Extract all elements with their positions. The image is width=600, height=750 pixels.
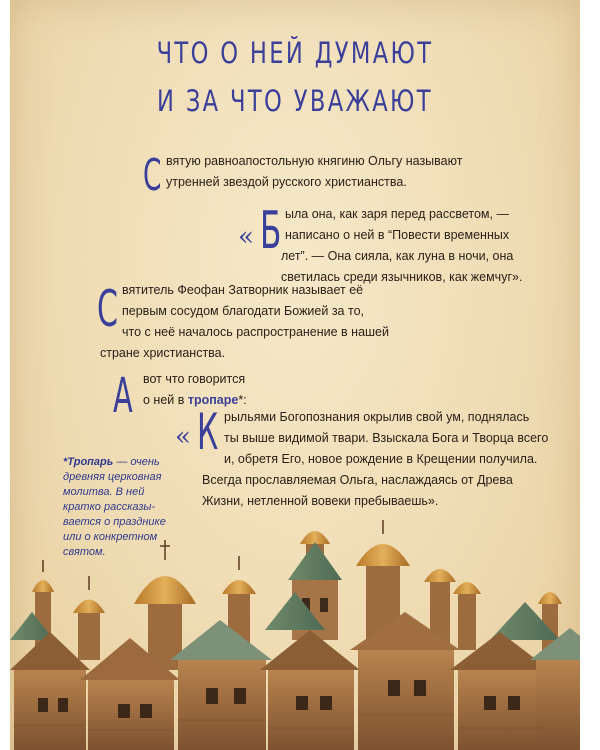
dropcap-p3: С: [97, 280, 118, 338]
footnote-line: молитва. В ней: [63, 486, 145, 498]
paragraph-2: [281, 204, 523, 288]
page-title-line-2: И ЗА ЧТО УВАЖАЮТ: [157, 84, 433, 118]
paragraph-2-line: лет”. — Она сияла, как луна в ночи, она: [281, 249, 514, 263]
paragraph-4: [143, 369, 247, 411]
footnote-line: древняя церковная: [63, 471, 162, 483]
paragraph-5-line: Всегда прославляемая Ольга, наслаждаясь от Древа: [202, 473, 513, 487]
paragraph-4-line-1: вот что говорится: [143, 372, 246, 386]
tropar-highlight: тропаре: [187, 393, 239, 407]
dropcap-p5: К: [197, 403, 219, 461]
paragraph-5-line: и, обретя Его, новое рождение в Крещении получила.: [224, 452, 538, 466]
open-quote-p2: «: [238, 222, 254, 252]
dropcap-p2: Б: [260, 201, 282, 261]
open-quote-p5: «: [175, 422, 191, 452]
book-page: [10, 0, 580, 750]
dropcap-p4: А: [113, 368, 133, 424]
paragraph-2-line: написано о ней в “Повести временных: [285, 228, 510, 242]
onion-dome: [73, 576, 105, 660]
paragraph-2-line: ыла она, как заря перед рассветом, —: [285, 207, 509, 221]
paragraph-5-line: ты выше видимой твари. Взыскала Бога и Творца всего: [224, 431, 549, 445]
paragraph-3-line: стране христианства.: [100, 346, 226, 360]
paragraph-3-line: что с неё началось распространение в нашей: [122, 325, 389, 339]
paragraph-1-line: вятую равноапостольную княгиню Ольгу называют: [166, 154, 463, 168]
footnote-line: кратко рассказы-: [63, 501, 156, 513]
paragraph-5-line: Жизни, нетленной вовеки пребываешь».: [202, 494, 439, 508]
paragraph-2-line: светилась среди язычников, как жемчуг».: [281, 270, 523, 284]
paragraph-4-prefix: о ней в: [143, 393, 188, 407]
footnote-line: вается о празднике: [63, 516, 166, 528]
dropcap-p1: С: [143, 150, 162, 201]
footnote-line: святом.: [63, 546, 106, 558]
footnote-line: или о конкретном: [63, 531, 158, 543]
old-town-illustration: [10, 520, 580, 750]
paragraph-3: [100, 280, 389, 364]
paragraph-3-line: вятитель Феофан Затворник называет её: [122, 283, 364, 297]
footnote-line-1: [63, 455, 173, 470]
paragraph-4-suffix: *:: [238, 393, 247, 407]
paragraph-3-line: первым сосудом благодати Божией за то,: [122, 304, 364, 318]
paragraph-5-line: рыльями Богопознания окрылив свой ум, поднялась: [224, 410, 530, 424]
paragraph-1-line: утренней звездой русского христианства.: [166, 175, 407, 189]
page-title-line-1: ЧТО О НЕЙ ДУМАЮТ: [156, 36, 434, 70]
paragraph-5: [202, 407, 549, 512]
footnote-line-1-rest: — очень: [113, 456, 160, 468]
paragraph-1: [166, 151, 462, 193]
footnote-term: *Тропарь: [63, 456, 114, 468]
